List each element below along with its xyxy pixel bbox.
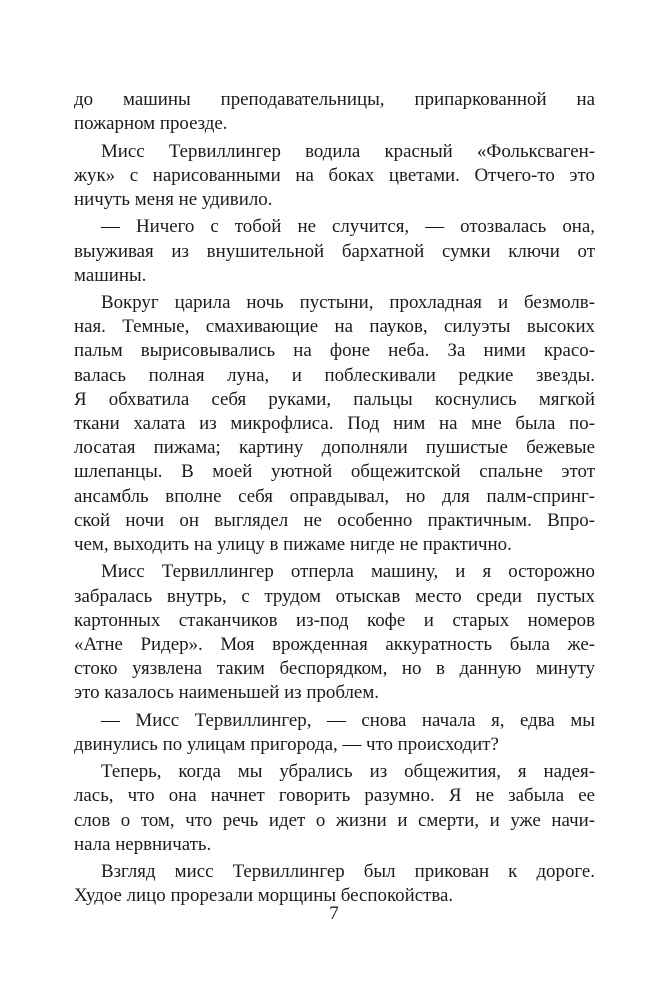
text-line: ткани халата из микрофлиса. Под ним на мне была по-	[74, 413, 595, 434]
text-line: «Атне Ридер». Моя врожденная аккуратность была же-	[74, 633, 595, 655]
page-number: 7	[329, 903, 339, 924]
text-line: лосатая пижама; картину дополняли пушистые бежевые	[74, 437, 595, 459]
text-line: пожарном проезде.	[74, 113, 228, 135]
paragraph	[74, 215, 595, 288]
text-line: Вокруг царила ночь пустыни, прохладная и безмолв-	[101, 292, 595, 314]
paragraph	[74, 88, 595, 136]
text-line: машины.	[74, 264, 147, 286]
paragraph	[74, 760, 595, 857]
paragraph	[74, 291, 595, 557]
paragraph	[74, 560, 595, 705]
text-line: жук» с нарисованными на боках цветами. Отчего-то это	[74, 164, 595, 186]
text-line: Взгляд мисс Тервиллингер был прикован к дороге.	[101, 861, 595, 883]
text-line: Мисс Тервиллингер отперла машину, и я осторожно	[101, 561, 595, 583]
text-line: до машины преподавательницы, припаркованной на	[74, 89, 595, 110]
text-line: ской ночи он выглядел не особенно практичным. Впро-	[74, 509, 595, 531]
text-line: шлепанцы. В моей уютной общежитской спальне этот	[74, 461, 595, 483]
text-line: нала нервничать.	[74, 833, 212, 855]
text-line: — Ничего с тобой не случится, — отозвалась она,	[101, 216, 595, 238]
text-line: картонных стаканчиков из-под кофе и старых номеров	[74, 609, 595, 631]
text-line: ничуть меня не удивило.	[74, 188, 273, 210]
text-line: Я обхватила себя руками, пальцы коснулись мягкой	[74, 388, 595, 410]
text-line: стоко уязвлена таким беспорядком, но в данную минуту	[74, 658, 595, 680]
paragraph	[74, 709, 595, 757]
text-line: ная. Темные, смахивающие на пауков, силуэты высоких	[74, 316, 595, 338]
text-line: пальм вырисовывались на фоне неба. За ними красо-	[74, 340, 595, 362]
text-line: забралась внутрь, с трудом отыскав место среди пустых	[74, 585, 595, 607]
text-line: Худое лицо прорезали морщины беспокойства.	[74, 885, 454, 907]
text-line: — Мисс Тервиллингер, — снова начала я, едва мы	[101, 709, 595, 731]
text-line: Теперь, когда мы убрались из общежития, я надея-	[101, 761, 595, 783]
paragraph	[74, 140, 595, 213]
text-line: слов о том, что речь идет о жизни и смерти, и уже начи-	[74, 809, 595, 831]
text-line: ансамбль вполне себя оправдывал, но для палм-спринг-	[74, 485, 595, 507]
text-line: чем, выходить на улицу в пижаме нигде не практично.	[74, 533, 512, 555]
text-line: лась, что она начнет говорить разумно. Я не забыла ее	[74, 785, 595, 807]
text-line: выуживая из внушительной бархатной сумки ключи от	[74, 240, 595, 262]
text-line: это казалось наименьшей из проблем.	[74, 682, 379, 704]
text-line: двинулись по улицам пригорода, — что происходит?	[74, 733, 499, 755]
text-line: валась полная луна, и поблескивали редкие звезды.	[74, 364, 595, 386]
paragraph	[74, 860, 595, 908]
body-text	[74, 88, 595, 909]
text-line: Мисс Тервиллингер водила красный «Фольксваген-	[101, 140, 595, 162]
